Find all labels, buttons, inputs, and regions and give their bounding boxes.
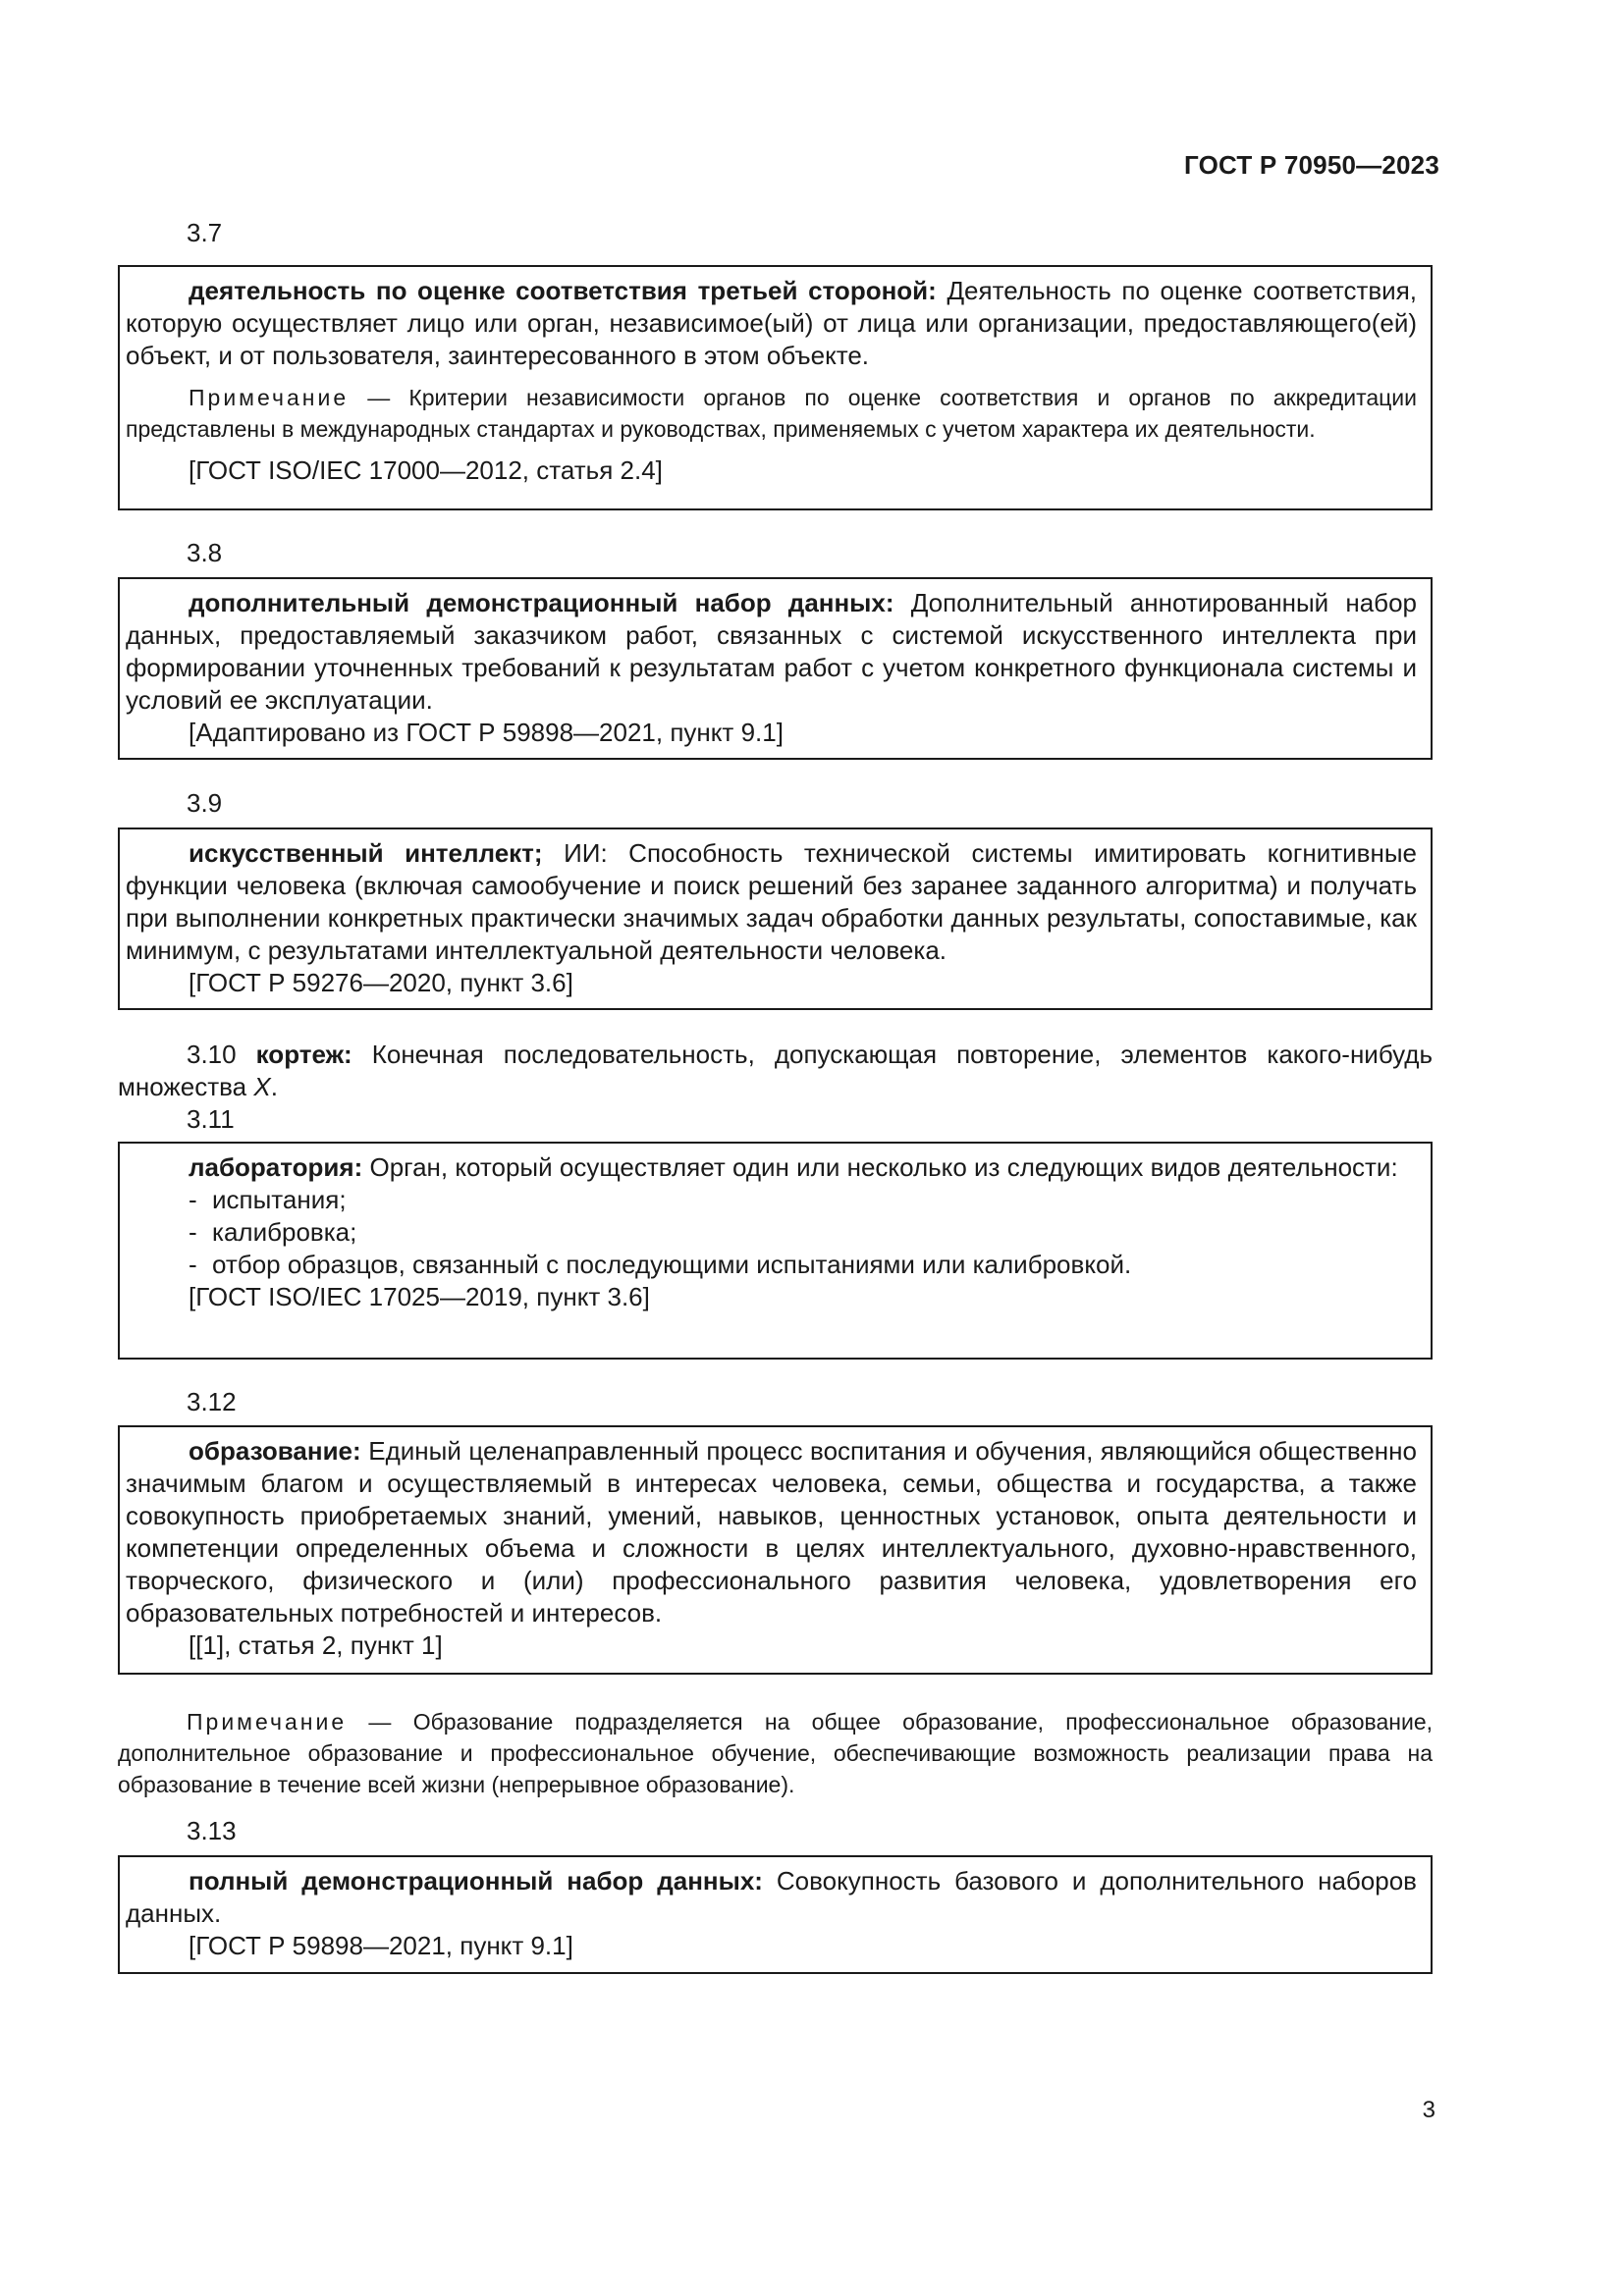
entry-number-3-10: 3.10 — [187, 1040, 237, 1069]
list-bullet: - — [189, 1185, 197, 1214]
definition-text-3-12: Единый целенаправленный процесс воспитания и обучения, являющийся общественно значимым благом и осуществляемый в интересах человека, семьи, общества и государства, а также совокупность приобретаемых знаний, умений, навыков, ценностных установок, опыта деятельности и компетенции определенных объема и сложности в целях интеллектуального, духовно-нравственного, творческого, физического и (или) профессионального развития человека, удовлетворения его образовательных потребностей и интересов. — [126, 1436, 1417, 1628]
page-number: 3 — [1422, 2097, 1435, 2123]
term-3-11: лаборатория: — [189, 1152, 363, 1182]
term-3-8: дополнительный демонстрационный набор данных: — [189, 588, 894, 617]
note-label-3-12: Примечание — [187, 1709, 348, 1735]
list-item: - калибровка; — [189, 1217, 357, 1247]
term-box-3-8 — [118, 577, 1433, 760]
definition-3-10-end: . — [270, 1072, 278, 1101]
source-3-8: [Адаптировано из ГОСТ Р 59898—2021, пункт 9.1] — [189, 718, 784, 747]
source-3-11: [ГОСТ ISO/IEC 17025—2019, пункт 3.6] — [189, 1282, 650, 1311]
source-3-12: [[1], статья 2, пункт 1] — [189, 1630, 443, 1660]
definition-text-3-13: Совокупность базового и дополнительного наборов данных. — [126, 1866, 1417, 1928]
term-3-13: полный демонстрационный набор данных: — [189, 1866, 763, 1896]
list-item: - отбор образцов, связанный с последующими испытаниями или калибровкой. — [189, 1250, 1132, 1279]
entry-number-3-11: 3.11 — [187, 1104, 235, 1134]
entry-number-3-9: 3.9 — [187, 788, 223, 818]
symbol-x: X — [253, 1072, 271, 1101]
definition-text-3-9: ИИ: Способность технической системы имитировать когнитивные функции человека (включая самообучение и поиск решений без заранее заданного алгоритма) и получать при выполнении конкретных практически значимых задач обработки данных результаты, сопоставимые, как минимум, с результатами интеллектуальной деятельности человека. — [126, 838, 1417, 965]
document-code: ГОСТ Р 70950—2023 — [1184, 150, 1439, 180]
note-text-3-12: — Образование подразделяется на общее образование, профессиональное образование, дополнительное образование и профессиональное обучение, обеспечивающие возможность реализации права на образование в течение всей жизни (непрерывное образование). — [118, 1709, 1433, 1797]
term-box-3-13 — [118, 1855, 1433, 1974]
term-3-7: деятельность по оценке соответствия третьей стороной: — [189, 276, 937, 305]
definition-text-3-11: Орган, который осуществляет один или несколько из следующих видов деятельности: — [369, 1152, 1398, 1182]
definition-3-9 — [126, 837, 1417, 967]
term-box-3-11 — [118, 1142, 1433, 1360]
note-text-3-7: — Критерии независимости органов по оценке соответствия и органов по аккредитации представлены в международных стандартах и руководствах, применяемых с учетом характера их деятельности. — [126, 385, 1418, 442]
source-3-7: [ГОСТ ISO/IEC 17000—2012, статья 2.4] — [189, 455, 663, 485]
term-box-3-9 — [118, 828, 1433, 1010]
list-bullet: - — [189, 1217, 197, 1247]
definition-3-10: Конечная последовательность, допускающая повторение, элементов какого-нибудь множества — [118, 1040, 1434, 1101]
entry-3-10 — [118, 1039, 1433, 1103]
definition-3-8 — [126, 587, 1417, 717]
source-3-9: [ГОСТ Р 59276—2020, пункт 3.6] — [189, 968, 573, 997]
note-3-12 — [118, 1706, 1433, 1800]
definition-text-3-8: Дополнительный аннотированный набор данных, предоставляемый заказчиком работ, связанных с системой искусственного интеллекта при формировании уточненных требований к результатам работ с учетом конкретного функционала системы и условий ее эксплуатации. — [126, 588, 1417, 715]
entry-number-3-8: 3.8 — [187, 538, 223, 567]
term-box-3-7 — [118, 265, 1433, 510]
definition-3-7 — [126, 275, 1417, 372]
definition-text-3-7: Деятельность по оценке соответствия, которую осуществляет лицо или орган, независимое(ый) от лица или организации, предоставляющего(ей) объект, и от пользователя, заинтересованного в этом объекте. — [126, 276, 1417, 370]
term-box-3-12 — [118, 1425, 1433, 1675]
entry-number-3-12: 3.12 — [187, 1387, 237, 1416]
note-3-7 — [126, 382, 1417, 445]
note-label-3-7: Примечание — [189, 385, 350, 410]
term-3-10: кортеж: — [255, 1040, 352, 1069]
term-3-9: искусственный интеллект; — [189, 838, 543, 868]
definition-3-13 — [126, 1865, 1417, 1930]
definition-3-12 — [126, 1435, 1417, 1629]
list-bullet: - — [189, 1250, 197, 1279]
list-item: - испытания; — [189, 1185, 347, 1214]
definition-3-11 — [126, 1151, 1417, 1184]
entry-number-3-13: 3.13 — [187, 1816, 237, 1845]
entry-number-3-7: 3.7 — [187, 218, 223, 247]
source-3-13: [ГОСТ Р 59898—2021, пункт 9.1] — [189, 1931, 573, 1960]
term-3-12: образование: — [189, 1436, 361, 1466]
